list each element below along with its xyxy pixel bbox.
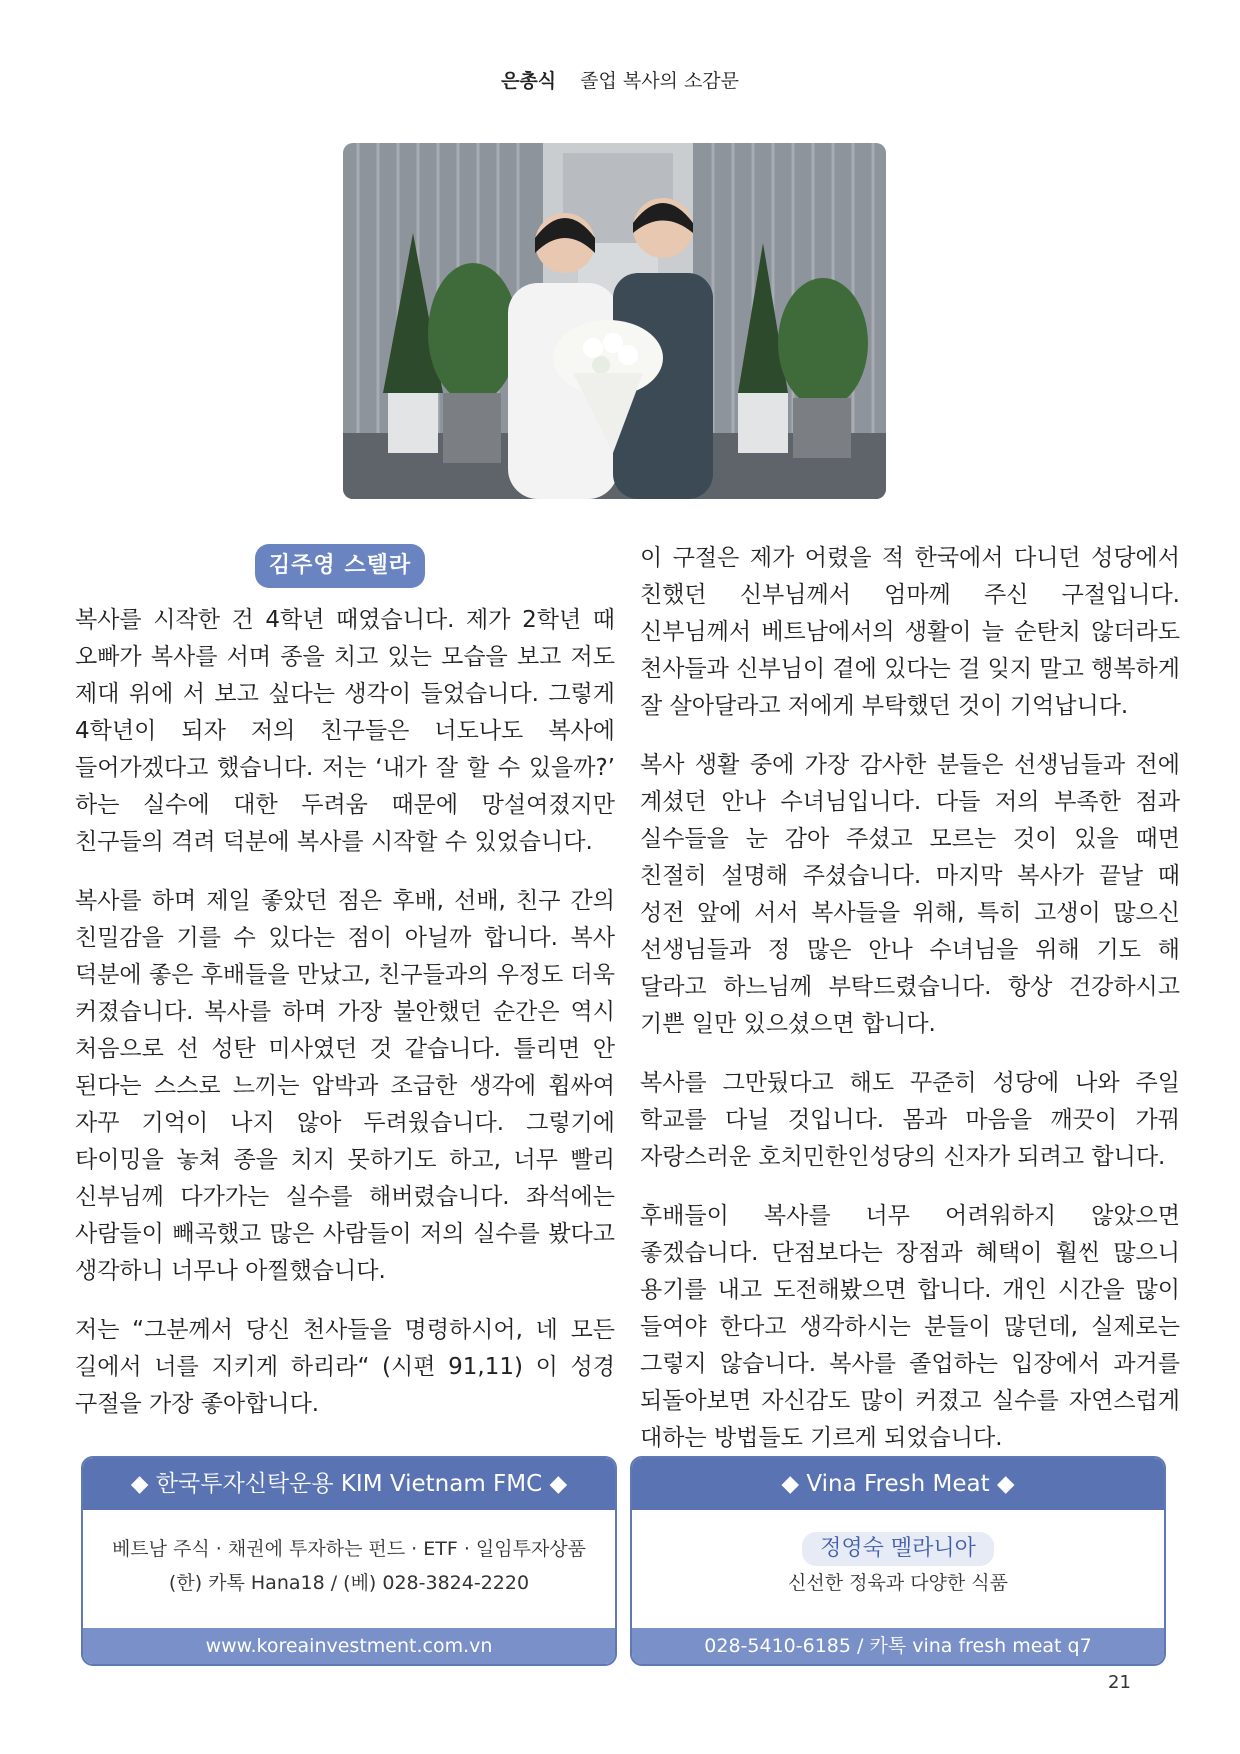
paragraph: 복사를 하며 제일 좋았던 점은 후배, 선배, 친구 간의 친밀감을 기를 수 있다는 점이 아닐까 합니다. 복사 덕분에 좋은 후배들을 만났고, 친구들과의 우정도 더욱 커졌습니다. 복사를 하며 가장 불안했던 순간은 역시 처음으로 선 성탄 미사였던 것 같습니다. 틀리면 안 된다는 스스로 느끼는 압박과 조급한 생각에 휩싸여 자꾸 기억이 나지 않아 두려웠습니다. 그렇기에 타이밍을 놓쳐 종을 치지 못하기도 하고, 너무 빨리 신부님께 다가가는 실수를 해버렸습니다. 좌석에는 사람들이 빼곡했고 많은 사람들이 저의 실수를 봤다고 생각하니 너무나 아찔했습니다. — [75, 888, 615, 1284]
left-column — [75, 540, 615, 1445]
paragraph: 복사를 그만뒀다고 해도 꾸준히 성당에 나와 주일 학교를 다닐 것입니다. 몸과 마음을 깨끗이 가꿔 자랑스러운 호치민한인성당의 신자가 되려고 합니다. — [640, 1070, 1180, 1170]
ad-website-link[interactable]: www.koreainvestment.com.vn — [83, 1628, 615, 1664]
paragraph: 저는 “그분께서 당신 천사들을 명령하시어, 네 모든 길에서 너를 지키게 하리라“ (시편 91,11) 이 성경 구절을 가장 좋아합니다. — [75, 1317, 615, 1417]
ad-body — [632, 1510, 1164, 1634]
ad-owner-name: 정영숙 멜라니아 — [802, 1532, 994, 1566]
ad-title: ◆ 한국투자신탁운용 KIM Vietnam FMC ◆ — [83, 1458, 615, 1510]
paragraph: 복사 생활 중에 가장 감사한 분들은 선생님들과 전에 계셨던 안나 수녀님입니다. 다들 저의 부족한 점과 실수들을 눈 감아 주셨고 모르는 것이 있을 때면 친절히 설명해 주셨습니다. 마지막 복사가 끝날 때 성전 앞에 서서 복사들을 위해, 특히 고생이 많으신 선생님들과 정 많은 안나 수녀님을 위해 기도 해 달라고 하느님께 부탁드렸습니다. 항상 건강하시고 기쁜 일만 있으셨으면 합니다. — [640, 752, 1180, 1037]
paragraph: 후배들이 복사를 너무 어려워하지 않았으면 좋겠습니다. 단점보다는 장점과 혜택이 훨씬 많으니 용기를 내고 도전해봤으면 합니다. 개인 시간을 많이 들여야 한다고 생각하시는 분들이 많던데, 실제로는 그렇지 않습니다. 복사를 졸업하는 입장에서 과거를 되돌아보면 자신감도 많이 커졌고 실수를 자연스럽게 대하는 방법들도 기르게 되었습니다. — [640, 1203, 1180, 1451]
section-category: 은총식 — [500, 70, 557, 92]
paragraph: 이 구절은 제가 어렸을 적 한국에서 다니던 성당에서 친했던 신부님께서 엄마께 주신 구절입니다. 신부님께서 베트남에서의 생활이 늘 순탄치 않더라도 천사들과 신부님이 곁에 있다는 걸 잊지 말고 행복하게 잘 살아달라고 저에게 부탁했던 것이 기억납니다. — [640, 545, 1180, 719]
ad-body — [83, 1510, 615, 1634]
ad-vina-fresh-meat — [630, 1456, 1166, 1666]
ad-korea-investment — [81, 1456, 617, 1666]
ad-contact: (한) 카톡 Hana18 / (베) 028-3824-2220 — [168, 1572, 530, 1594]
page-number: 21 — [1108, 1672, 1131, 1693]
ad-line: 신선한 정육과 다양한 식품 — [787, 1572, 1008, 1594]
ad-contact: 028-5410-6185 / 카톡 vina fresh meat q7 — [632, 1628, 1164, 1664]
page-header — [0, 66, 1240, 93]
section-title: 졸업 복사의 소감문 — [580, 70, 740, 92]
ad-title: ◆ Vina Fresh Meat ◆ — [632, 1458, 1164, 1510]
graduation-photo — [343, 143, 886, 499]
ad-line: 베트남 주식 · 채권에 투자하는 펀드 · ETF · 일임투자상품 — [111, 1538, 587, 1560]
author-badge: 김주영 스텔라 — [255, 544, 425, 588]
paragraph: 복사를 시작한 건 4학년 때였습니다. 제가 2학년 때 오빠가 복사를 서며 종을 치고 있는 모습을 보고 저도 제대 위에 서 보고 싶다는 생각이 들었습니다. 그렇게 4학년이 되자 저의 친구들은 너도나도 복사에 들어가겠다고 했습니다. 저는 ‘내가 잘 할 수 있을까?’ 하는 실수에 대한 두려움 때문에 망설여졌지만 친구들의 격려 덕분에 복사를 시작할 수 있었습니다. — [75, 607, 615, 855]
right-column — [640, 540, 1180, 1479]
